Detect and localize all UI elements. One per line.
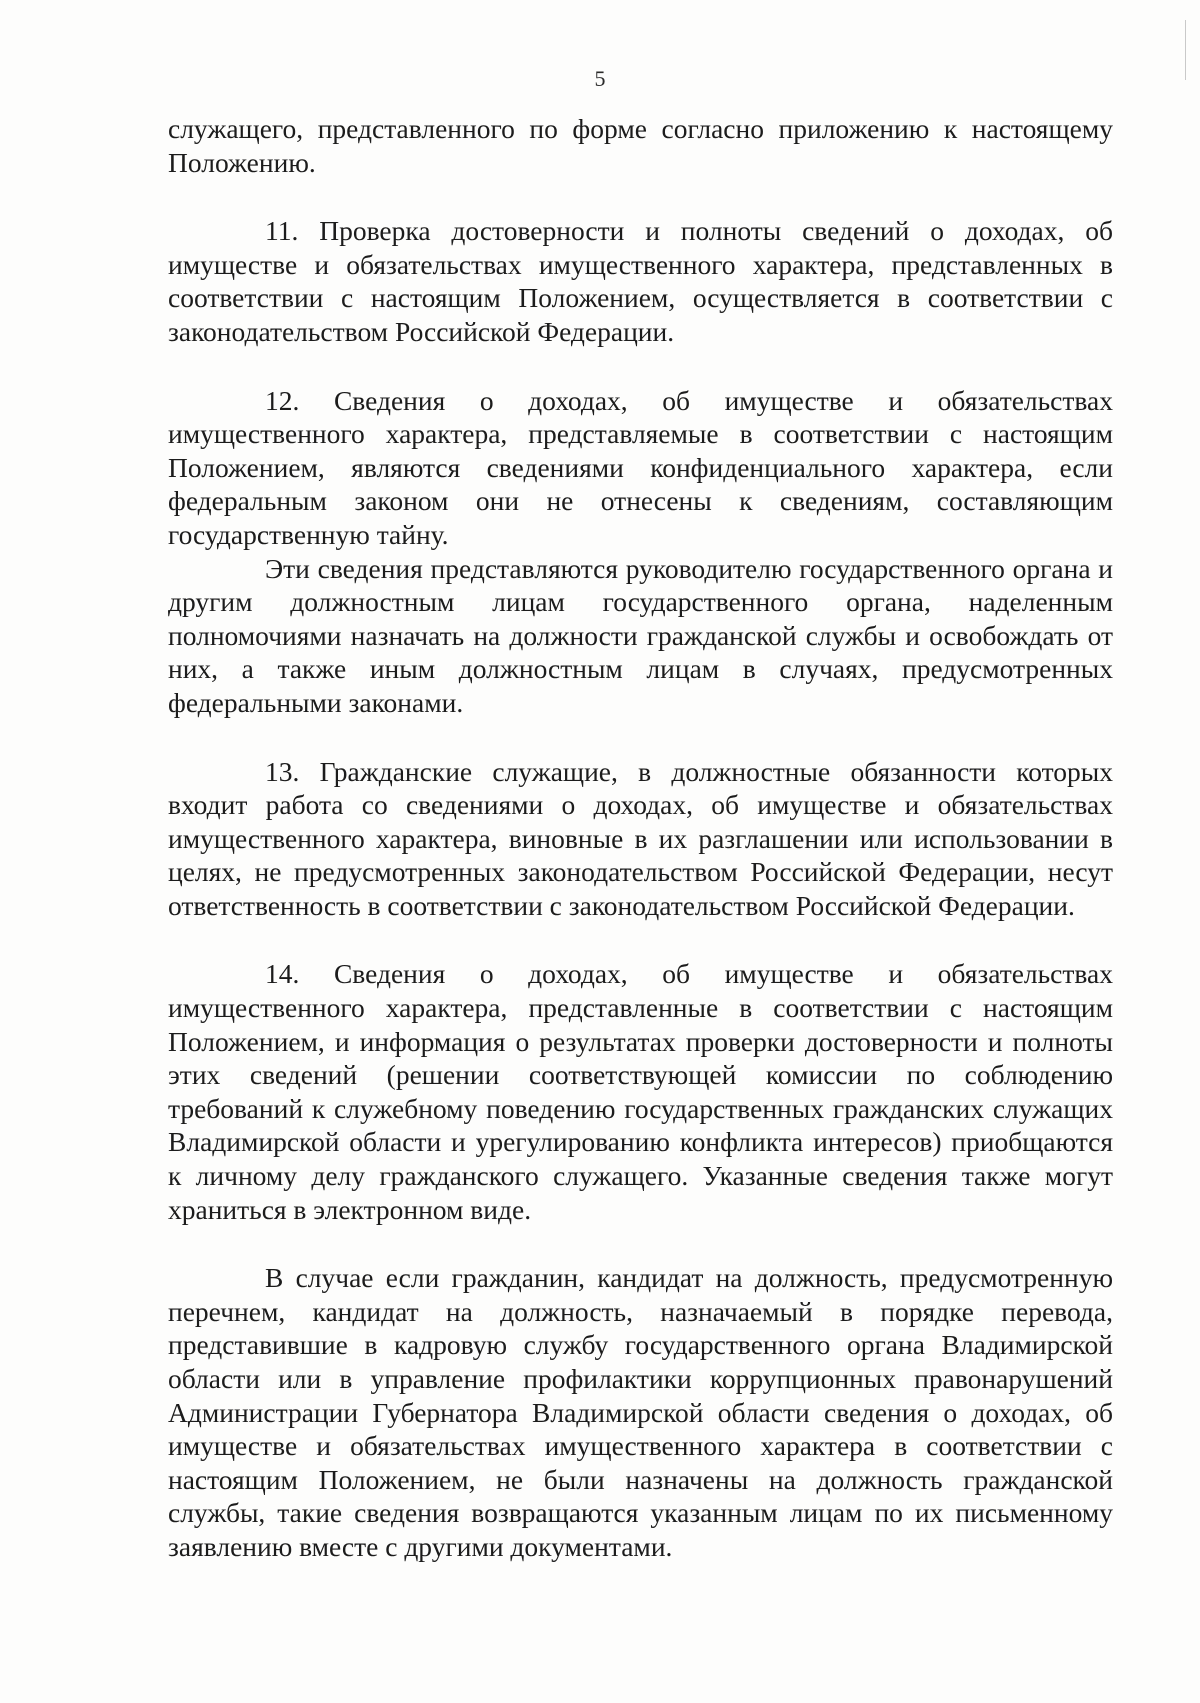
document-body [168,112,1113,1564]
paragraph-return-of-information: В случае если гражданин, кандидат на должность, предусмотренную перечнем, кандидат на должность, назначаемый в порядке перевода, представившие в кадровую службу государственного органа Владимирской области или в управление профилактики коррупционных правонарушений Администрации Губернатора Владимирской области сведения о доходах, об имуществе и обязательствах имущественного характера в соответствии с настоящим Положением, не были назначены на должность гражданской службы, такие сведения возвращаются указанным лицам по их письменному заявлению вместе с другими документами. [168,1262,1113,1562]
paragraph-14: 14. Сведения о доходах, об имуществе и обязательствах имущественного характера, представленные в соответствии с настоящим Положением, и информация о результатах проверки достоверности и полноты этих сведений (решении соответствующей комиссии по соблюдению требований к служебному поведению государственных гражданских служащих Владимирской области и урегулированию конфликта интересов) приобщаются к личному делу гражданского служащего. Указанные сведения также могут храниться в электронном виде. [168,958,1113,1225]
paragraph-11: 11. Проверка достоверности и полноты сведений о доходах, об имуществе и обязательствах имущественного характера, представленных в соответствии с настоящим Положением, осуществляется в соответствии с законодательством Российской Федерации. [168,215,1113,347]
paragraph-13: 13. Гражданские служащие, в должностные обязанности которых входит работа со сведениями о доходах, об имуществе и обязательствах имущественного характера, виновные в их разглашении или использовании в целях, не предусмотренных законодательством Российской Федерации, несут ответственность в соответствии с законодательством Российской Федерации. [168,755,1113,921]
paragraph-12-continued: Эти сведения представляются руководителю государственного органа и другим должностным лицам государственного органа, наделенным полномочиями назначать на должности гражданской службы и освобождать от них, а также иным должностным лицам в случаях, предусмотренных федеральными законами. [168,552,1113,718]
paragraph-continuation: служащего, представленного по форме согласно приложению к настоящему Положению. [168,113,1113,178]
page-number: 5 [594,66,606,91]
paragraph-12: 12. Сведения о доходах, об имуществе и обязательствах имущественного характера, представляемые в соответствии с настоящим Положением, являются сведениями конфиденциального характера, если федеральным законом они не отнесены к сведениям, составляющим государственную тайну. [168,384,1113,550]
